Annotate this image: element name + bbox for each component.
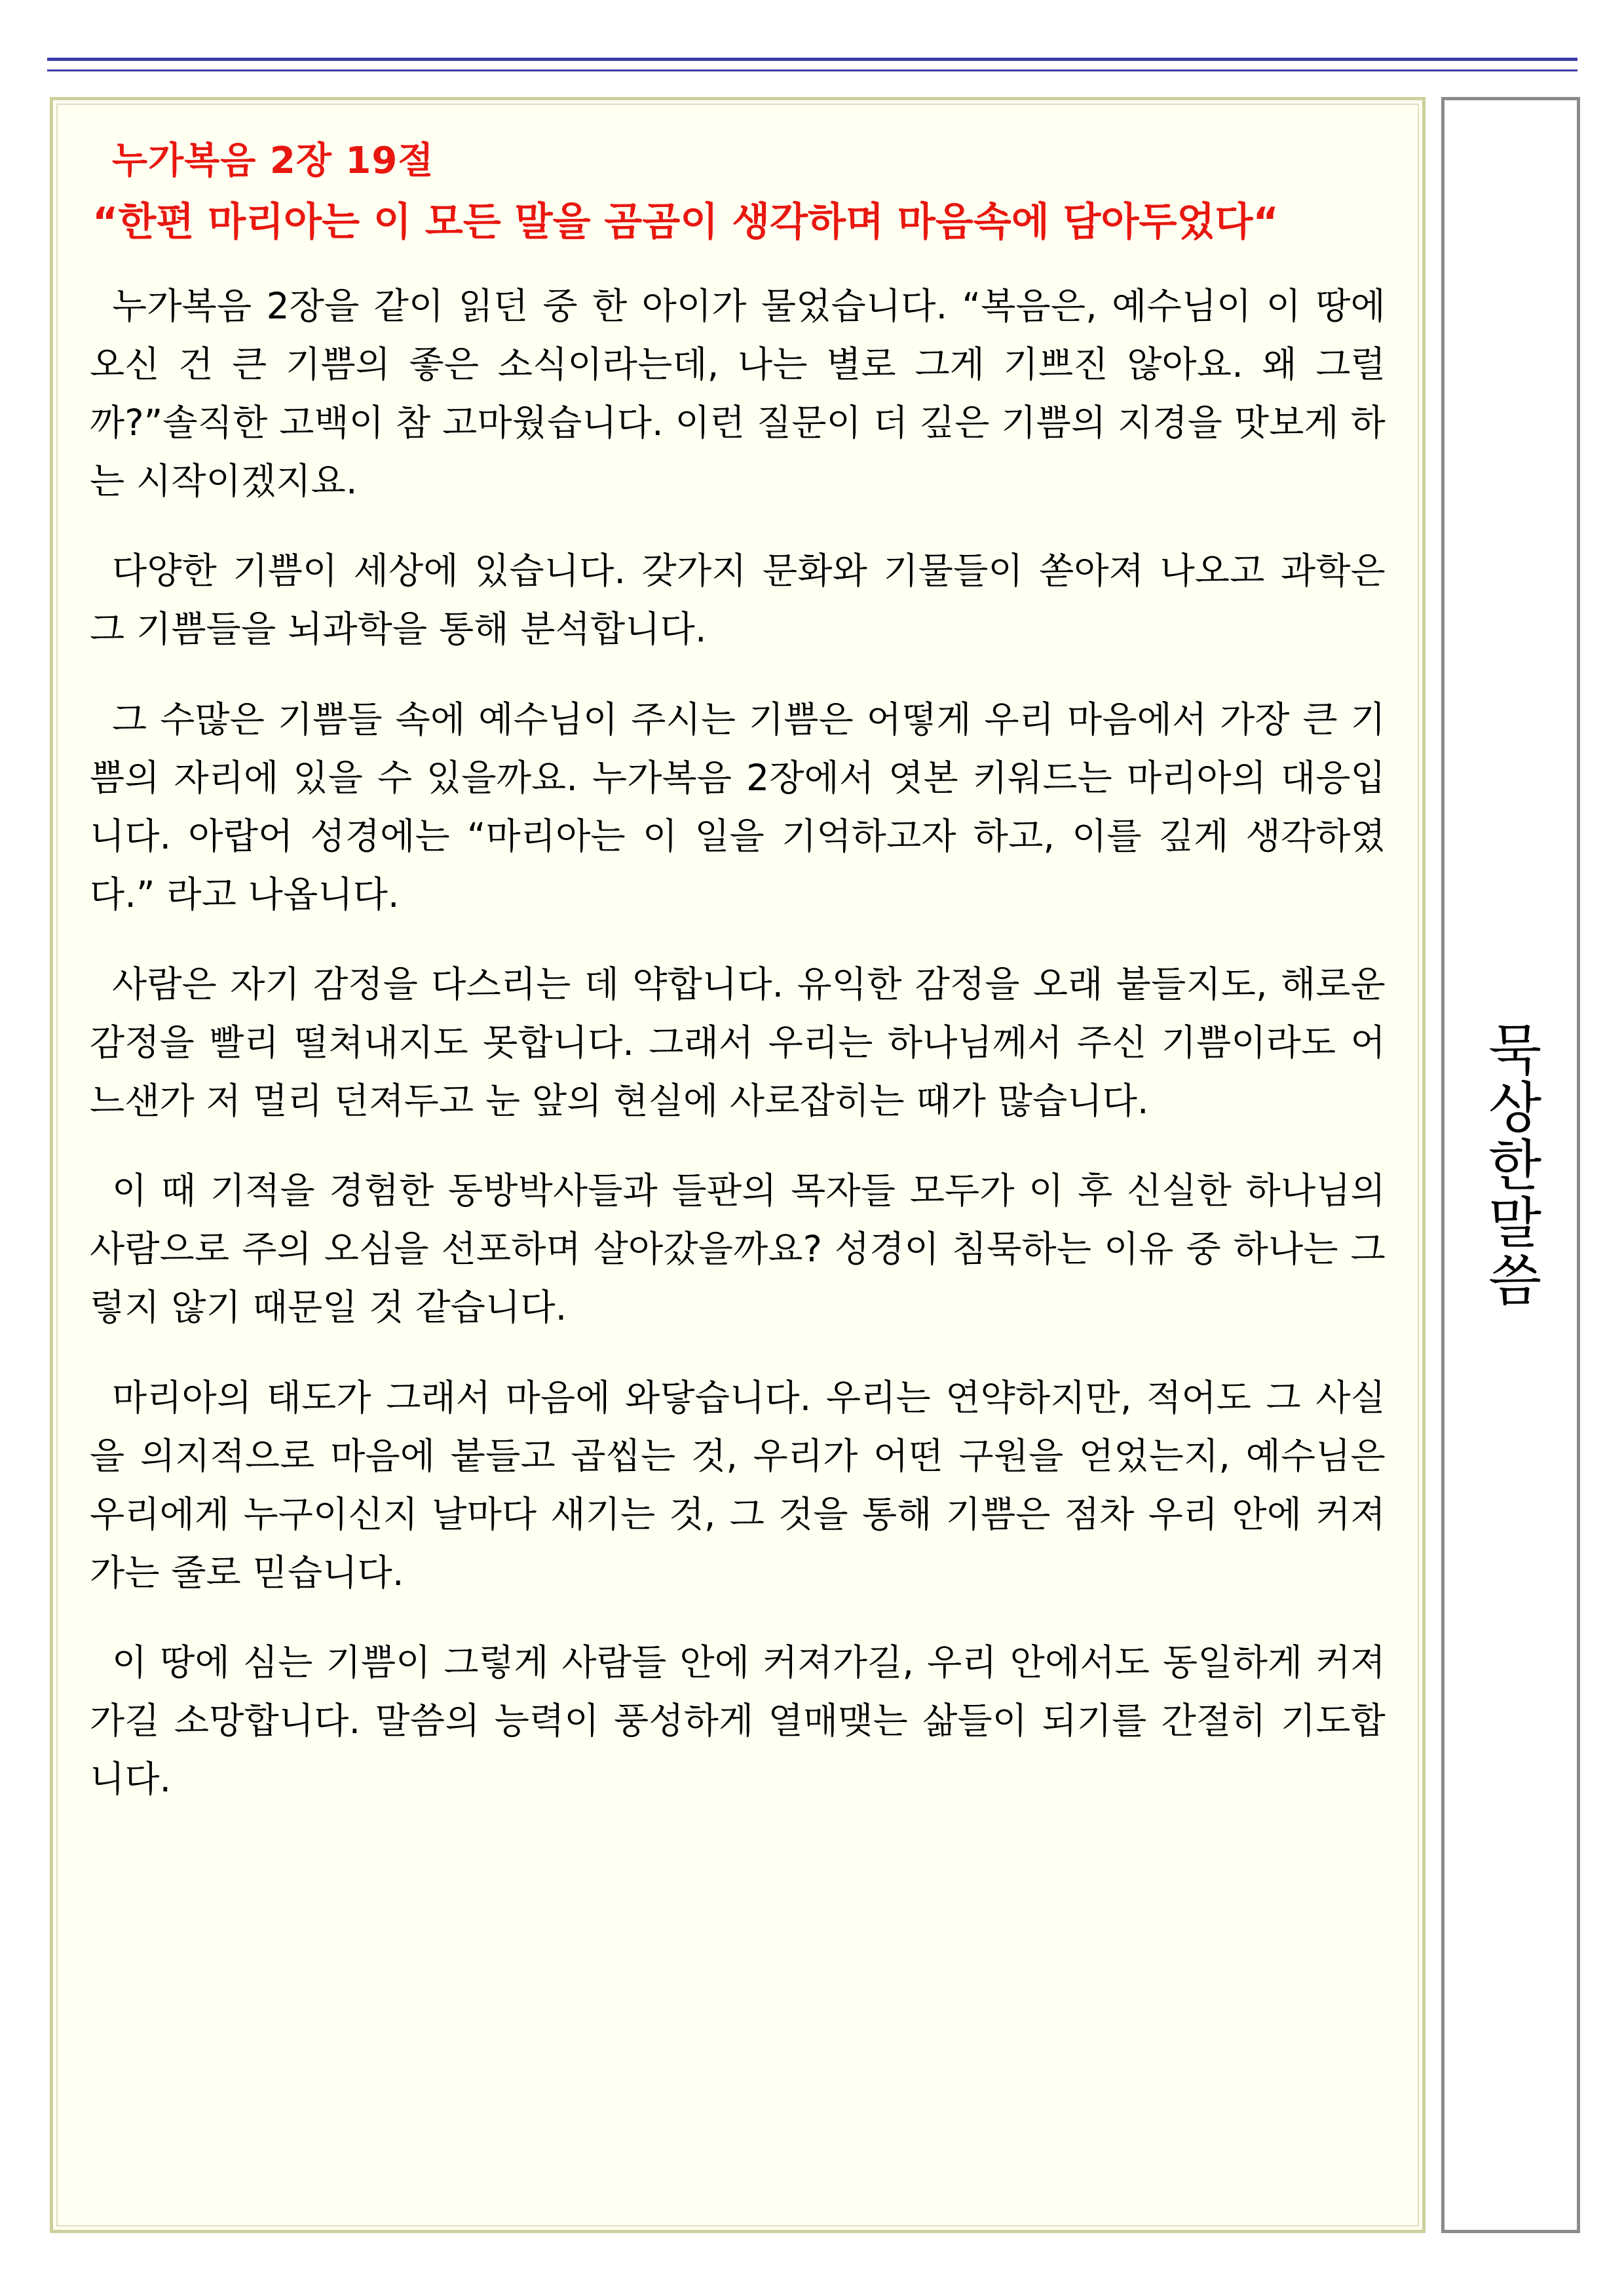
paragraph: 이 때 기적을 경험한 동방박사들과 들판의 목자들 모두가 이 후 신실한 하나님의 사람으로 주의 오심을 선포하며 살아갔을까요? 성경이 침묵하는 이유 중 하나는 그렇지 않기 때문일 것 같습니다. [90,1170,1386,1329]
verse-quote: “한편 마리아는 이 모든 말을 곰곰이 생각하며 마음속에 담아두었다“ [92,199,1279,245]
header-rule-bottom [47,69,1577,71]
paragraph: 누가복음 2장을 같이 읽던 중 한 아이가 물었습니다. “복음은, 예수님이 이 땅에 오신 건 큰 기쁨의 좋은 소식이라는데, 나는 별로 그게 기쁘진 않아요. 왜 그럴까?”솔직한 고백이 참 고마웠습니다. 이런 질문이 더 깊은 기쁨의 지경을 맛보게 하는 시작이겠지요. [90,285,1386,503]
header-rule-top [47,58,1577,61]
main-content-frame [50,97,1426,2233]
paragraph: 다양한 기쁨이 세상에 있습니다. 갖가지 문화와 기물들이 쏟아져 나오고 과학은 그 기쁨들을 뇌과학을 통해 분석합니다. [90,550,1386,651]
meditation-body [90,277,1386,1808]
paragraph: 마리아의 태도가 그래서 마음에 와닿습니다. 우리는 연약하지만, 적어도 그 사실을 의지적으로 마음에 붙들고 곱씹는 것, 우리가 어떤 구원을 얻었는지, 예수님은 우리에게 누구이신지 날마다 새기는 것, 그 것을 통해 기쁨은 점차 우리 안에 커져가는 줄로 믿습니다. [90,1376,1386,1594]
scripture-reference: 누가복음 2장 19절 [112,140,434,182]
paragraph: 사람은 자기 감정을 다스리는 데 약합니다. 유익한 감정을 오래 붙들지도, 해로운 감정을 빨리 떨쳐내지도 못합니다. 그래서 우리는 하나님께서 주신 기쁨이라도 어느샌가 저 멀리 던져두고 눈 앞의 현실에 사로잡히는 때가 많습니다. [90,963,1386,1122]
section-label-box [1441,97,1580,2233]
paragraph: 그 수많은 기쁨들 속에 예수님이 주시는 기쁨은 어떻게 우리 마음에서 가장 큰 기쁨의 자리에 있을 수 있을까요. 누가복음 2장에서 엿본 키워드는 마리아의 대응입니다. 아랍어 성경에는 “마리아는 이 일을 기억하고자 하고, 이를 깊게 생각하였다.” 라고 나옵니다. [90,698,1386,915]
section-label-text: 묵상한말씀 [1479,1021,1543,1309]
paragraph: 이 땅에 심는 기쁨이 그렇게 사람들 안에 커져가길, 우리 안에서도 동일하게 커져가길 소망합니다. 말씀의 능력이 풍성하게 열매맺는 삶들이 되기를 간절히 기도합니다. [90,1641,1386,1801]
